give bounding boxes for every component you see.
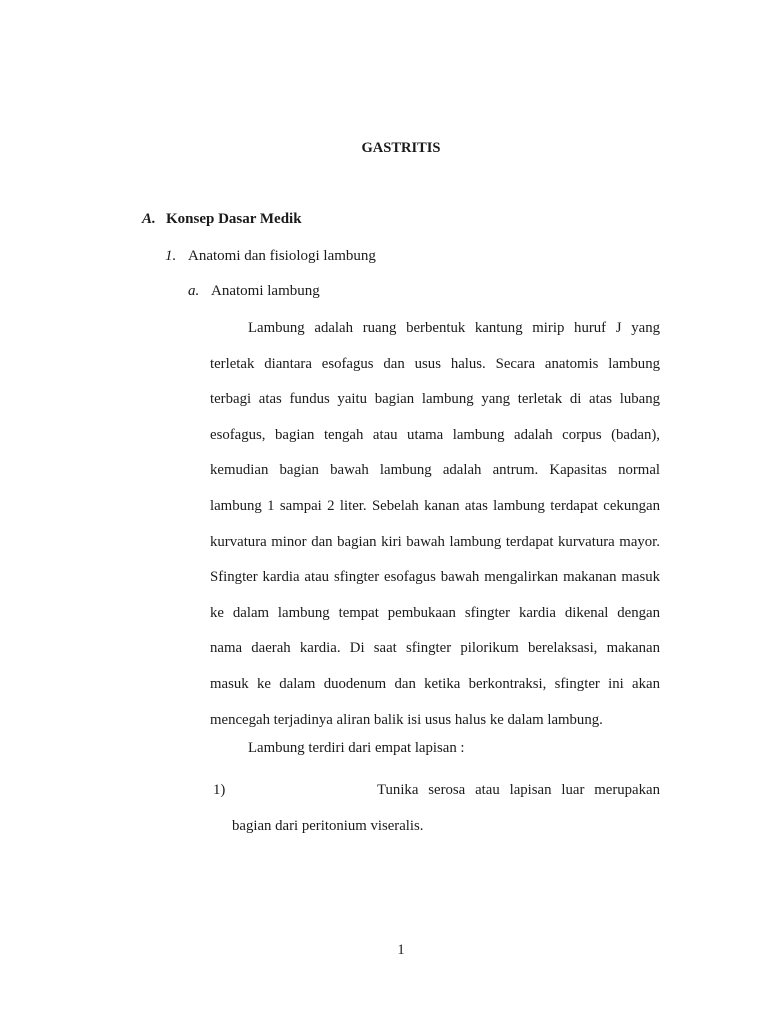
subsection-marker: 1. bbox=[165, 248, 177, 264]
section-label: Konsep Dasar Medik bbox=[166, 211, 302, 227]
subsubsection-marker: a. bbox=[188, 283, 200, 299]
section-heading-a bbox=[142, 211, 302, 228]
list-item-text: Tunika serosa atau lapisan luar merupakan bbox=[377, 782, 660, 798]
paragraph-line: lambung 1 sampai 2 liter. Sebelah kanan atas lambung terdapat cekungan bbox=[210, 497, 660, 514]
paragraph-line: terbagi atas fundus yaitu bagian lambung yang terletak di atas lubang bbox=[210, 391, 660, 408]
subsection-label: Anatomi dan fisiologi lambung bbox=[188, 248, 376, 264]
paragraph-line: mencegah terjadinya aliran balik isi usus halus ke dalam lambung. bbox=[210, 711, 603, 728]
paragraph-line: nama daerah kardia. Di saat sfingter pilorikum berelaksasi, makanan bbox=[210, 640, 660, 657]
paragraph-line: masuk ke dalam duodenum dan ketika berkontraksi, sfingter ini akan bbox=[210, 675, 660, 692]
paragraph-line: Sfingter kardia atau sfingter esofagus bawah mengalirkan makanan masuk bbox=[210, 569, 660, 586]
paragraph-line: esofagus, bagian tengah atau utama lambung adalah corpus (badan), bbox=[210, 426, 660, 443]
section-marker: A. bbox=[142, 211, 156, 227]
list-item-continuation: bagian dari peritonium viseralis. bbox=[232, 818, 424, 834]
paragraph-line: kurvatura minor dan bagian kiri bawah lambung terdapat kurvatura mayor. bbox=[210, 533, 660, 550]
paragraph-line: kemudian bagian bawah lambung adalah antrum. Kapasitas normal bbox=[210, 462, 660, 479]
paragraph-line: terletak diantara esofagus dan usus halus. Secara anatomis lambung bbox=[210, 355, 660, 372]
body-paragraph bbox=[210, 311, 660, 738]
page-number: 1 bbox=[397, 942, 405, 958]
subsubsection-heading-a bbox=[188, 283, 320, 300]
paragraph-line: Lambung adalah ruang berbentuk kantung mirip huruf J yang bbox=[248, 320, 660, 336]
list-item-number: 1) bbox=[213, 782, 226, 798]
layers-intro-paragraph: Lambung terdiri dari empat lapisan : bbox=[248, 740, 465, 756]
document-title: GASTRITIS bbox=[361, 140, 441, 156]
paragraph-line: ke dalam lambung tempat pembukaan sfingter kardia dikenal dengan bbox=[210, 604, 660, 621]
subsubsection-label: Anatomi lambung bbox=[211, 283, 320, 299]
subsection-heading-1 bbox=[165, 248, 376, 265]
